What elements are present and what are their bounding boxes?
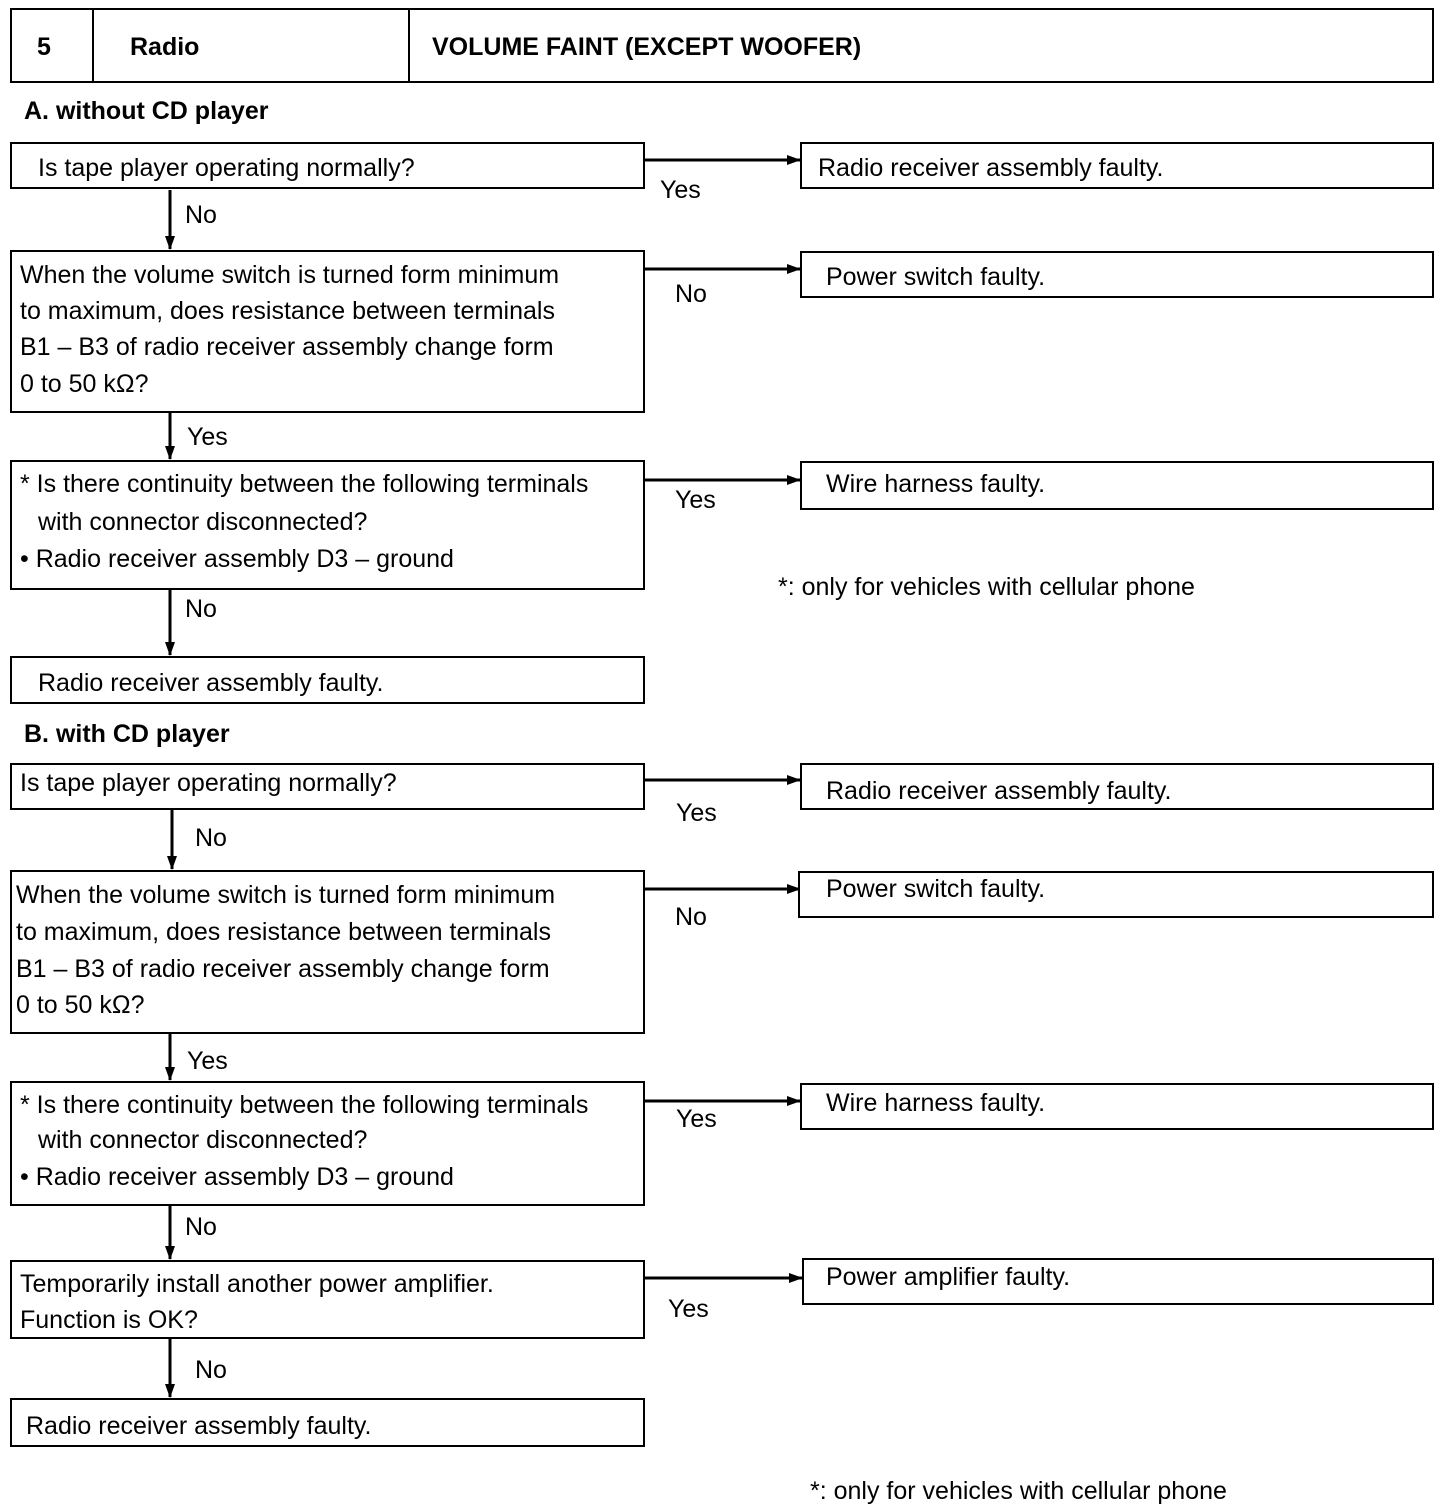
a-q1-text: Is tape player operating normally? <box>38 154 415 182</box>
header-number: 5 <box>37 33 51 61</box>
b-q1-text: Is tape player operating normally? <box>20 769 397 797</box>
a-q3-line3: • Radio receiver assembly D3 – ground <box>20 545 454 573</box>
b-q4-line1: Temporarily install another power amplifier. <box>20 1270 494 1298</box>
a-q2-line3: B1 – B3 of radio receiver assembly change form <box>20 333 554 361</box>
b-q2-line3: B1 – B3 of radio receiver assembly change form <box>16 955 550 983</box>
a-q2-no-result: Power switch faulty. <box>826 263 1046 291</box>
b-q1-no-label: No <box>195 824 227 852</box>
b-q4-line2: Function is OK? <box>20 1306 198 1334</box>
a-q2-yes-label: Yes <box>187 423 228 451</box>
a-q2-line4: 0 to 50 kΩ? <box>20 370 149 398</box>
b-q1-yes-result: Radio receiver assembly faulty. <box>826 777 1172 805</box>
a-q3-line1: * Is there continuity between the following terminals <box>20 470 589 498</box>
b-footnote: *: only for vehicles with cellular phone <box>810 1477 1227 1505</box>
b-q4-yes-result: Power amplifier faulty. <box>826 1263 1071 1291</box>
section-b-heading: B. with CD player <box>24 720 230 748</box>
a-q2-no-label: No <box>675 280 707 308</box>
section-a-heading: A. without CD player <box>24 97 269 125</box>
header-title: VOLUME FAINT (EXCEPT WOOFER) <box>432 33 862 61</box>
b-q3-line2: with connector disconnected? <box>38 1126 368 1154</box>
a-q2-line2: to maximum, does resistance between terminals <box>20 297 555 325</box>
b-q3-line1: * Is there continuity between the following terminals <box>20 1091 589 1119</box>
b-q1-yes-label: Yes <box>676 799 717 827</box>
b-q2-no-result: Power switch faulty. <box>826 875 1046 903</box>
b-q2-no-label: No <box>675 903 707 931</box>
a-q1-no-label: No <box>185 201 217 229</box>
a-final-result: Radio receiver assembly faulty. <box>38 669 384 697</box>
a-q3-line2: with connector disconnected? <box>38 508 368 536</box>
b-q3-line3: • Radio receiver assembly D3 – ground <box>20 1163 454 1191</box>
b-q2-yes-label: Yes <box>187 1047 228 1075</box>
a-footnote: *: only for vehicles with cellular phone <box>778 573 1195 601</box>
b-q3-yes-label: Yes <box>676 1105 717 1133</box>
b-q4-yes-label: Yes <box>668 1295 709 1323</box>
a-q3-no-label: No <box>185 595 217 623</box>
b-q2-line1: When the volume switch is turned form minimum <box>16 881 556 909</box>
b-q3-yes-result: Wire harness faulty. <box>826 1089 1046 1117</box>
a-q2-line1: When the volume switch is turned form minimum <box>20 261 560 289</box>
a-q3-yes-label: Yes <box>675 486 716 514</box>
b-q3-no-label: No <box>185 1213 217 1241</box>
a-q1-yes-result: Radio receiver assembly faulty. <box>818 154 1164 182</box>
header-system: Radio <box>130 33 200 61</box>
a-q1-yes-label: Yes <box>660 176 701 204</box>
b-final-result: Radio receiver assembly faulty. <box>26 1412 372 1440</box>
b-q2-line2: to maximum, does resistance between terminals <box>16 918 551 946</box>
b-q2-line4: 0 to 50 kΩ? <box>16 991 145 1019</box>
b-q4-no-label: No <box>195 1356 227 1384</box>
a-q3-yes-result: Wire harness faulty. <box>826 470 1046 498</box>
